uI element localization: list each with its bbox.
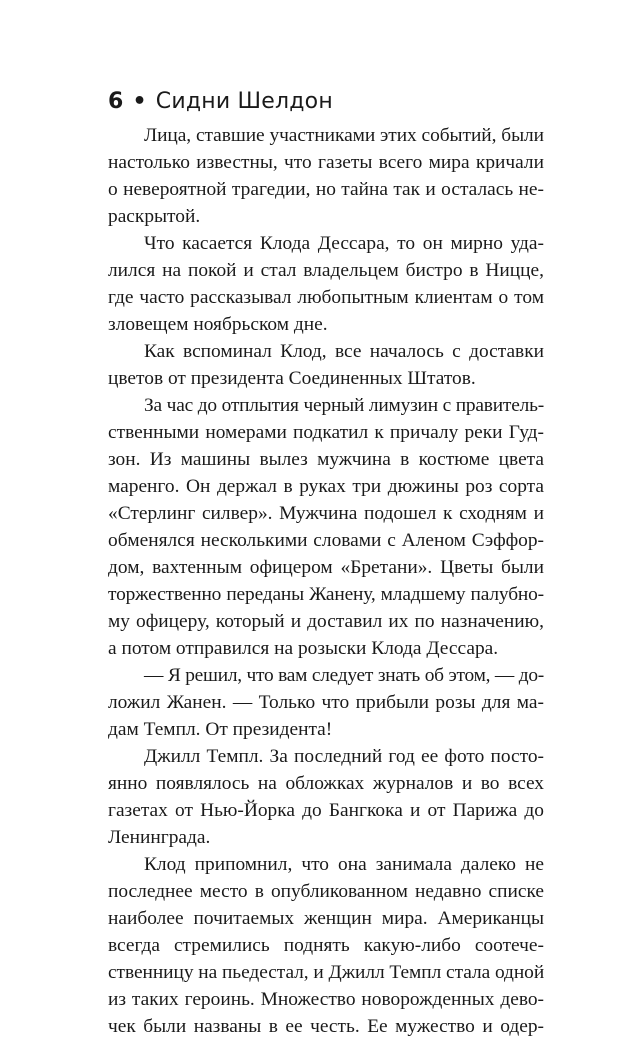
text-line: Что касается Клода Дессара, то он мирно уда- xyxy=(144,233,544,254)
page-number: 6 xyxy=(108,88,124,114)
text-line: обменялся несколькими словами с Аленом Сэффор- xyxy=(108,530,544,551)
text-line: Как вспоминал Клод, все началось с доставки xyxy=(144,341,544,362)
text-line: чек были названы в ее честь. Ее мужество и одер- xyxy=(108,1016,544,1037)
text-line: дам Темпл. От президента! xyxy=(108,719,333,740)
text-line: настолько известны, что газеты всего мира кричали xyxy=(108,152,544,173)
text-line: газетах от Нью-Йорка до Бангкока и от Парижа до xyxy=(108,800,544,821)
text-line: лился на покой и стал владельцем бистро в Ницце, xyxy=(108,260,544,281)
text-line: дом, вахтенным офицером «Бретани». Цветы были xyxy=(108,557,544,578)
text-line: янно появлялось на обложках журналов и во всех xyxy=(108,773,544,794)
text-line: Клод припомнил, что она занимала далеко не xyxy=(144,854,544,875)
text-line: а потом отправился на розыски Клода Дессара. xyxy=(108,638,499,659)
text-line: всегда стремились поднять какую-либо соотече- xyxy=(108,935,544,956)
text-line: торжественно переданы Жанену, младшему палубно- xyxy=(108,584,544,605)
text-line: ственницу на пьедестал, и Джилл Темпл стала одной xyxy=(108,962,544,983)
text-line: наиболее почитаемых женщин мира. Американцы xyxy=(108,908,544,929)
text-line: из таких героинь. Множество новорожденных дево- xyxy=(108,989,544,1010)
body-text xyxy=(108,122,544,1040)
text-line: где часто рассказывал любопытным клиентам о том xyxy=(108,287,544,308)
text-line: Ленинграда. xyxy=(108,827,211,848)
text-line: — Я решил, что вам следует знать об этом, — до- xyxy=(144,665,544,686)
text-line: цветов от президента Соединенных Штатов. xyxy=(108,368,476,389)
text-line: му офицеру, который и доставил их по назначению, xyxy=(108,611,544,632)
text-line: ственными номерами подкатил к причалу реки Гуд- xyxy=(108,422,544,443)
text-line: Джилл Темпл. За последний год ее фото посто- xyxy=(144,746,544,767)
text-line: Лица, ставшие участниками этих событий, были xyxy=(144,125,544,146)
running-head xyxy=(108,86,333,116)
text-line: зловещем ноябрьском дне. xyxy=(108,314,328,335)
text-line: ложил Жанен. — Только что прибыли розы для ма- xyxy=(108,692,544,713)
text-line: «Стерлинг силвер». Мужчина подошел к сходням и xyxy=(108,503,544,524)
text-line: маренго. Он держал в руках три дюжины роз сорта xyxy=(108,476,544,497)
text-line: раскрытой. xyxy=(108,206,201,227)
bullet-separator: • xyxy=(132,88,147,114)
text-line: о невероятной трагедии, но тайна так и осталась не- xyxy=(108,179,544,200)
text-line: зон. Из машины вылез мужчина в костюме цвета xyxy=(108,449,544,470)
text-line: последнее место в опубликованном недавно списке xyxy=(108,881,544,902)
author-name: Сидни Шелдон xyxy=(155,88,333,114)
text-line: За час до отплытия черный лимузин с правитель- xyxy=(144,395,544,416)
